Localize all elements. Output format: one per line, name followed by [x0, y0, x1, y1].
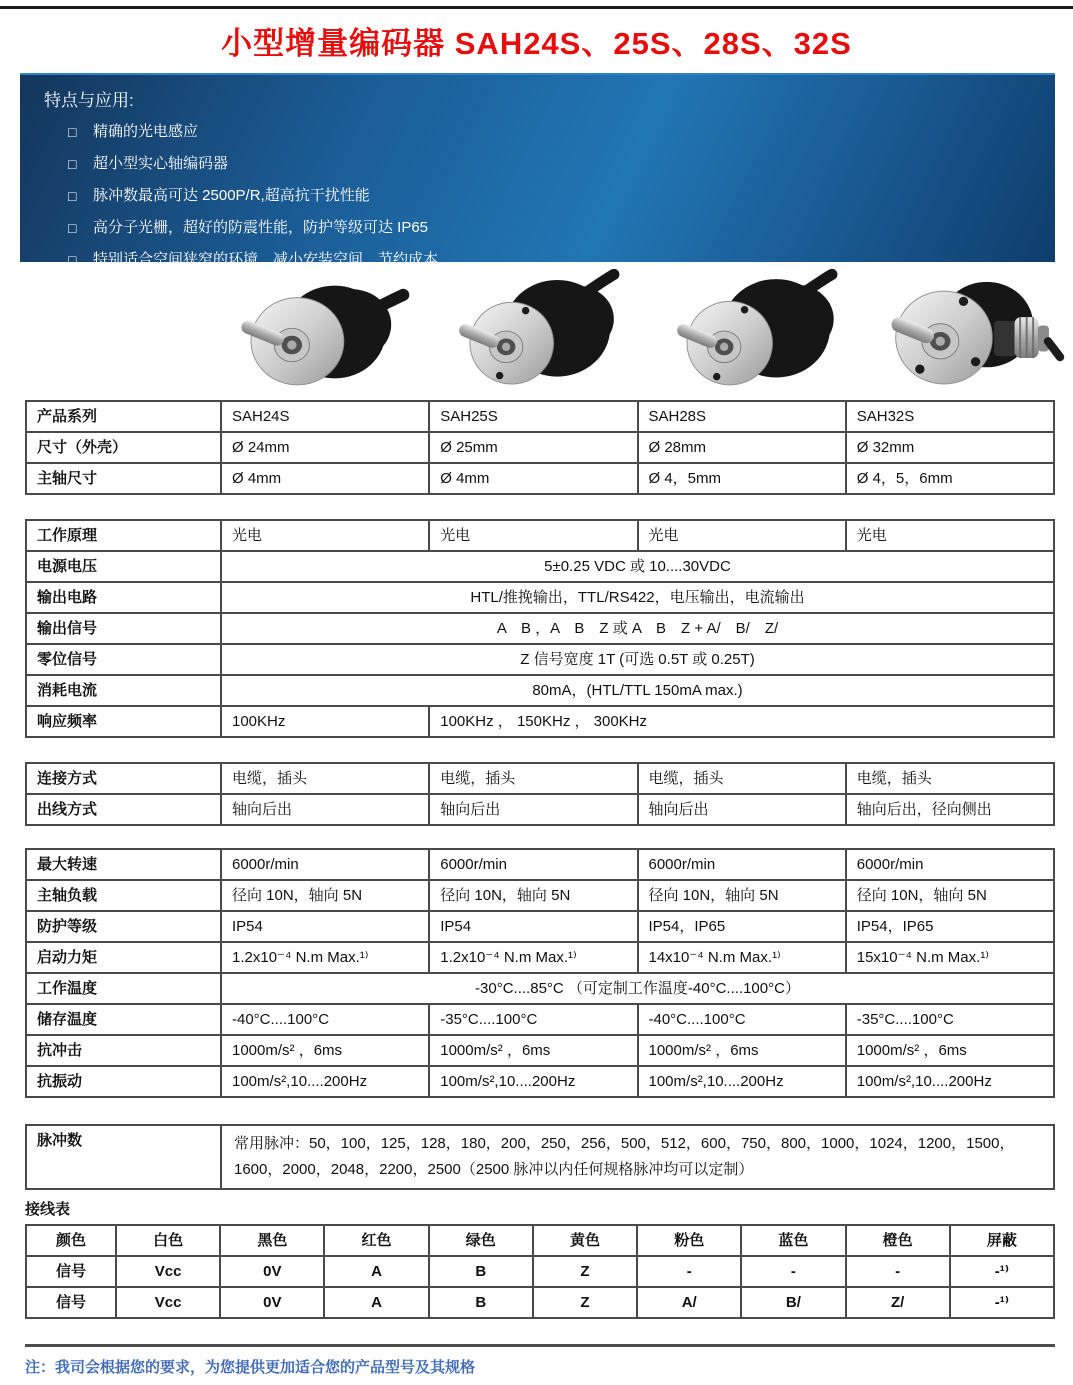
- cell: SAH24S: [221, 401, 429, 432]
- row-label: 产品系列: [26, 401, 221, 432]
- page-title: 小型增量编码器 SAH24S、25S、28S、32S: [221, 26, 852, 61]
- cell: 轴向后出: [638, 794, 846, 825]
- cell: 光电: [221, 520, 429, 551]
- table-row: [26, 973, 1054, 1004]
- cell: 15x10⁻⁴ N.m Max.¹⁾: [846, 942, 1054, 973]
- product-photo-sah28s-encoder: [654, 267, 850, 397]
- product-photo-sah25s-encoder: [436, 267, 632, 397]
- cell: B: [429, 1256, 533, 1287]
- table-row: [26, 849, 1054, 880]
- cell: 电缆，插头: [846, 763, 1054, 794]
- cell: 0V: [220, 1287, 324, 1318]
- table-row: [26, 644, 1054, 675]
- table-row: [26, 911, 1054, 942]
- row-label: 抗振动: [26, 1066, 221, 1097]
- cell: Z: [533, 1287, 637, 1318]
- table-row: [26, 1256, 1054, 1287]
- row-label: 主轴负载: [26, 880, 221, 911]
- cell: 1.2x10⁻⁴ N.m Max.¹⁾: [221, 942, 429, 973]
- cell: 轴向后出: [221, 794, 429, 825]
- cell: 黄色: [533, 1225, 637, 1256]
- cell: 100m/s²,10....200Hz: [846, 1066, 1054, 1097]
- row-label: 消耗电流: [26, 675, 221, 706]
- cell: IP54，IP65: [638, 911, 846, 942]
- cell: -35°C....100°C: [429, 1004, 637, 1035]
- cell: 1.2x10⁻⁴ N.m Max.¹⁾: [429, 942, 637, 973]
- features-heading: 特点与应用:: [44, 91, 134, 110]
- cell: 径向 10N，轴向 5N: [429, 880, 637, 911]
- cell: 100KHz ， 150KHz ， 300KHz: [429, 706, 1054, 737]
- row-label: 工作原理: [26, 520, 221, 551]
- table-row: [26, 1287, 1054, 1318]
- table-row: [26, 551, 1054, 582]
- row-label: 响应频率: [26, 706, 221, 737]
- spec-electrical-table: [25, 519, 1055, 738]
- cell: SAH32S: [846, 401, 1054, 432]
- table-row: [26, 463, 1054, 494]
- row-label: 抗冲击: [26, 1035, 221, 1066]
- cell: 100m/s²,10....200Hz: [638, 1066, 846, 1097]
- table-row: [26, 1125, 1054, 1189]
- table-row: [26, 520, 1054, 551]
- row-label: 输出电路: [26, 582, 221, 613]
- cell: -¹⁾: [950, 1256, 1054, 1287]
- cell: 100KHz: [221, 706, 429, 737]
- cell: B/: [741, 1287, 845, 1318]
- cell: Ø 25mm: [429, 432, 637, 463]
- row-label: 连接方式: [26, 763, 221, 794]
- table-row: [26, 613, 1054, 644]
- cell: SAH25S: [429, 401, 637, 432]
- product-photo-sah24s-encoder: [218, 267, 414, 397]
- row-label: 信号: [26, 1287, 116, 1318]
- cell: 径向 10N，轴向 5N: [846, 880, 1054, 911]
- table-row: [26, 1004, 1054, 1035]
- table-row: [26, 582, 1054, 613]
- table-row: [26, 432, 1054, 463]
- cell: IP54: [429, 911, 637, 942]
- cell: A B ，A B Z 或 A B Z + A/ B/ Z/: [221, 613, 1054, 644]
- cell: Z 信号宽度 1T (可选 0.5T 或 0.25T): [221, 644, 1054, 675]
- cell: -30°C....85°C （可定制工作温度-40°C....100°C）: [221, 973, 1054, 1004]
- cell: 1000m/s² ，6ms: [846, 1035, 1054, 1066]
- cell: 6000r/min: [221, 849, 429, 880]
- cell: B: [429, 1287, 533, 1318]
- table-row: [26, 401, 1054, 432]
- feature-text: 高分子光栅，超好的防震性能，防护等级可达 IP65: [93, 219, 429, 236]
- cell: 绿色: [429, 1225, 533, 1256]
- cell: Z: [533, 1256, 637, 1287]
- cell: 电缆，插头: [429, 763, 637, 794]
- row-label: 主轴尺寸: [26, 463, 221, 494]
- top-rule: [0, 6, 1073, 9]
- cell: Ø 4，5mm: [638, 463, 846, 494]
- cell: -: [637, 1256, 741, 1287]
- square-bullet-icon: □: [68, 123, 77, 140]
- row-label: 颜色: [26, 1225, 116, 1256]
- wiring-heading: 接线表: [25, 1201, 71, 1218]
- cell: 电缆，插头: [221, 763, 429, 794]
- cell: 100m/s²,10....200Hz: [429, 1066, 637, 1097]
- row-label: 电源电压: [26, 551, 221, 582]
- feature-text: 精确的光电感应: [93, 123, 199, 140]
- cell: 0V: [220, 1256, 324, 1287]
- feature-text: 超小型实心轴编码器: [93, 155, 229, 172]
- feature-text: 特别适合空间狭窄的环境，减小安装空间，节约成本: [93, 251, 439, 268]
- spacer: [0, 1098, 1073, 1124]
- feature-text: 脉冲数最高可达 2500P/R,超高抗干扰性能: [93, 187, 370, 204]
- row-label: 启动力矩: [26, 942, 221, 973]
- spacer: [0, 495, 1073, 519]
- table-row: [26, 1225, 1054, 1256]
- spacer: [0, 826, 1073, 848]
- cell: 100m/s²,10....200Hz: [221, 1066, 429, 1097]
- cell: Vcc: [116, 1256, 220, 1287]
- cell: 电缆，插头: [638, 763, 846, 794]
- table-row: [26, 675, 1054, 706]
- cell: A/: [637, 1287, 741, 1318]
- table-row: [26, 1035, 1054, 1066]
- photos-strip: [0, 262, 1073, 400]
- table-row: [26, 763, 1054, 794]
- wiring-table: [25, 1224, 1055, 1319]
- cell: 白色: [116, 1225, 220, 1256]
- cell: 径向 10N，轴向 5N: [221, 880, 429, 911]
- cell: -40°C....100°C: [638, 1004, 846, 1035]
- table-row: [26, 942, 1054, 973]
- row-label: 尺寸（外壳）: [26, 432, 221, 463]
- bottom-rule: [25, 1344, 1055, 1347]
- table-row: [26, 880, 1054, 911]
- cell: Ø 4，5，6mm: [846, 463, 1054, 494]
- cell: Ø 4mm: [429, 463, 637, 494]
- cell: A: [324, 1287, 428, 1318]
- row-label: 脉冲数: [26, 1125, 221, 1189]
- cell: Ø 32mm: [846, 432, 1054, 463]
- cell: Vcc: [116, 1287, 220, 1318]
- cell: 红色: [324, 1225, 428, 1256]
- row-label: 储存温度: [26, 1004, 221, 1035]
- cell: 6000r/min: [846, 849, 1054, 880]
- cell: 粉色: [637, 1225, 741, 1256]
- spec-mechanical-table: [25, 848, 1055, 1098]
- features-panel: [20, 73, 1055, 268]
- product-photo-sah32s-encoder: [872, 267, 1068, 397]
- cell: 橙色: [846, 1225, 950, 1256]
- spec-basic-table: [25, 400, 1055, 495]
- square-bullet-icon: □: [68, 219, 77, 236]
- cell: IP54: [221, 911, 429, 942]
- cell: Ø 28mm: [638, 432, 846, 463]
- cell: -: [741, 1256, 845, 1287]
- cell: 径向 10N，轴向 5N: [638, 880, 846, 911]
- row-label: 工作温度: [26, 973, 221, 1004]
- cell: 轴向后出，径向侧出: [846, 794, 1054, 825]
- cell: 常用脉冲：50，100，125，128，180，200，250，256，500，512，600，750，800，1000，1024，1200，1500，1600，2000，2048，2200，2500（2500 脉冲以内任何规格脉冲均可以定制）: [221, 1125, 1054, 1189]
- table-row: [26, 706, 1054, 737]
- cell: 蓝色: [741, 1225, 845, 1256]
- pulses-table: [25, 1124, 1055, 1190]
- cell: 光电: [429, 520, 637, 551]
- cell: 6000r/min: [638, 849, 846, 880]
- spec-connection-table: [25, 762, 1055, 826]
- cell: 1000m/s² ，6ms: [638, 1035, 846, 1066]
- row-label: 最大转速: [26, 849, 221, 880]
- cell: A: [324, 1256, 428, 1287]
- cell: 黑色: [220, 1225, 324, 1256]
- cell: 屏蔽: [950, 1225, 1054, 1256]
- cell: 1000m/s² ，6ms: [221, 1035, 429, 1066]
- cell: 光电: [638, 520, 846, 551]
- cell: 6000r/min: [429, 849, 637, 880]
- cell: 光电: [846, 520, 1054, 551]
- footer-note: 注：我司会根据您的要求，为您提供更加适合您的产品型号及其规格: [25, 1359, 476, 1376]
- cell: -¹⁾: [950, 1287, 1054, 1318]
- cell: 80mA，(HTL/TTL 150mA max.): [221, 675, 1054, 706]
- cell: Ø 24mm: [221, 432, 429, 463]
- cell: -40°C....100°C: [221, 1004, 429, 1035]
- cell: -: [846, 1256, 950, 1287]
- cell: Ø 4mm: [221, 463, 429, 494]
- feature-item: [68, 217, 1035, 239]
- cell: HTL/推挽输出，TTL/RS422，电压输出，电流输出: [221, 582, 1054, 613]
- square-bullet-icon: □: [68, 187, 77, 204]
- row-label: 出线方式: [26, 794, 221, 825]
- cell: 5±0.25 VDC 或 10....30VDC: [221, 551, 1054, 582]
- row-label: 信号: [26, 1256, 116, 1287]
- row-label: 零位信号: [26, 644, 221, 675]
- cell: Z/: [846, 1287, 950, 1318]
- table-row: [26, 794, 1054, 825]
- feature-item: [68, 121, 1035, 143]
- table-row: [26, 1066, 1054, 1097]
- cell: 14x10⁻⁴ N.m Max.¹⁾: [638, 942, 846, 973]
- cell: SAH28S: [638, 401, 846, 432]
- row-label: 防护等级: [26, 911, 221, 942]
- feature-item: [68, 185, 1035, 207]
- cell: 轴向后出: [429, 794, 637, 825]
- row-label: 输出信号: [26, 613, 221, 644]
- cell: -35°C....100°C: [846, 1004, 1054, 1035]
- square-bullet-icon: □: [68, 155, 77, 172]
- feature-item: [68, 153, 1035, 175]
- square-bullet-icon: □: [68, 251, 77, 268]
- cell: IP54，IP65: [846, 911, 1054, 942]
- spacer: [0, 738, 1073, 762]
- cell: 1000m/s² ，6ms: [429, 1035, 637, 1066]
